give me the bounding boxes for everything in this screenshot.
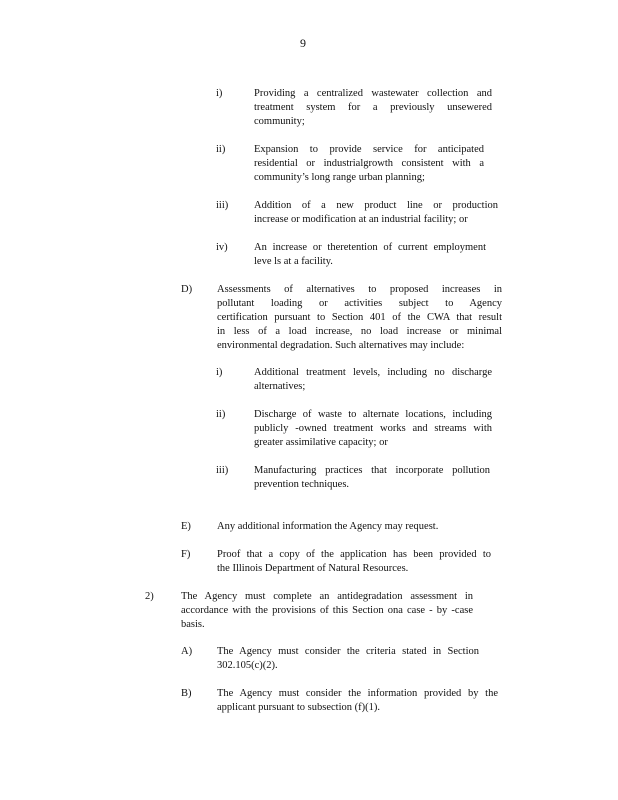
list-item-text <box>254 143 484 185</box>
text-line: The Agency must consider the information provided by the <box>217 688 498 699</box>
text-line: The Agency must complete an antidegradation assessment in <box>181 591 473 602</box>
text-line: residential or industrialgrowth consistent with a <box>254 158 484 169</box>
text-line: Any additional information the Agency may request. <box>217 521 439 532</box>
text-line: alternatives; <box>254 381 306 392</box>
text-line: community; <box>254 116 305 127</box>
list-item-text <box>254 199 498 227</box>
list-item-label: F) <box>181 549 191 560</box>
list-item-label: iv) <box>216 242 228 253</box>
text-line: Additional treatment levels, including no discharge <box>254 367 492 378</box>
list-item-text <box>254 366 492 394</box>
text-line: Providing a centralized wastewater collection and <box>254 88 492 99</box>
text-line: greater assimilative capacity; or <box>254 437 388 448</box>
list-item-label: iii) <box>216 200 229 211</box>
list-item-text <box>217 283 502 353</box>
list-item-text <box>254 241 486 269</box>
list-item-label: ii) <box>216 144 226 155</box>
list-item-text <box>181 590 473 632</box>
text-line: community’s long range urban planning; <box>254 172 425 183</box>
list-item-text <box>217 548 491 576</box>
text-line: An increase or theretention of current employment <box>254 242 486 253</box>
list-item-text <box>217 520 465 534</box>
list-item-text <box>217 645 479 673</box>
text-line: Proof that a copy of the application has been provided to <box>217 549 491 560</box>
list-item-text <box>254 464 490 492</box>
text-line: Manufacturing practices that incorporate pollution <box>254 465 490 476</box>
text-line: environmental degradation. Such alternatives may include: <box>217 340 465 351</box>
text-line: in less of a load increase, no load increase or minimal <box>217 326 502 337</box>
list-item-label: ii) <box>216 409 226 420</box>
text-line: accordance with the provisions of this Section ona case - by -case <box>181 605 473 616</box>
text-line: the Illinois Department of Natural Resources. <box>217 563 409 574</box>
list-item-label: i) <box>216 88 223 99</box>
text-line: The Agency must consider the criteria stated in Section <box>217 646 479 657</box>
list-item-label: i) <box>216 367 223 378</box>
text-line: 302.105(c)(2). <box>217 660 278 671</box>
text-line: treatment system for a previously unsewered <box>254 102 492 113</box>
text-line: Addition of a new product line or production <box>254 200 498 211</box>
text-line: prevention techniques. <box>254 479 350 490</box>
page-number: 9 <box>300 36 306 50</box>
text-line: Discharge of waste to alternate locations, including <box>254 409 492 420</box>
list-item-label: iii) <box>216 465 229 476</box>
text-line: basis. <box>181 619 205 630</box>
text-line: Expansion to provide service for anticipated <box>254 144 484 155</box>
list-item-label: 2) <box>145 591 154 602</box>
text-line: pollutant loading or activities subject to Agency <box>217 298 502 309</box>
text-line: increase or modification at an industrial facility; or <box>254 214 468 225</box>
list-item-text <box>217 687 498 715</box>
list-item-label: A) <box>181 646 193 657</box>
text-line: certification pursuant to Section 401 of the CWA that result <box>217 312 502 323</box>
list-item-text <box>254 87 492 129</box>
list-item-text <box>254 408 492 450</box>
text-line: leve ls at a facility. <box>254 256 333 267</box>
list-item-label: D) <box>181 284 193 295</box>
list-item-label: E) <box>181 521 191 532</box>
text-line: publicly -owned treatment works and streams with <box>254 423 492 434</box>
text-line: applicant pursuant to subsection (f)(1). <box>217 702 380 713</box>
text-line: Assessments of alternatives to proposed increases in <box>217 284 502 295</box>
list-item-label: B) <box>181 688 192 699</box>
